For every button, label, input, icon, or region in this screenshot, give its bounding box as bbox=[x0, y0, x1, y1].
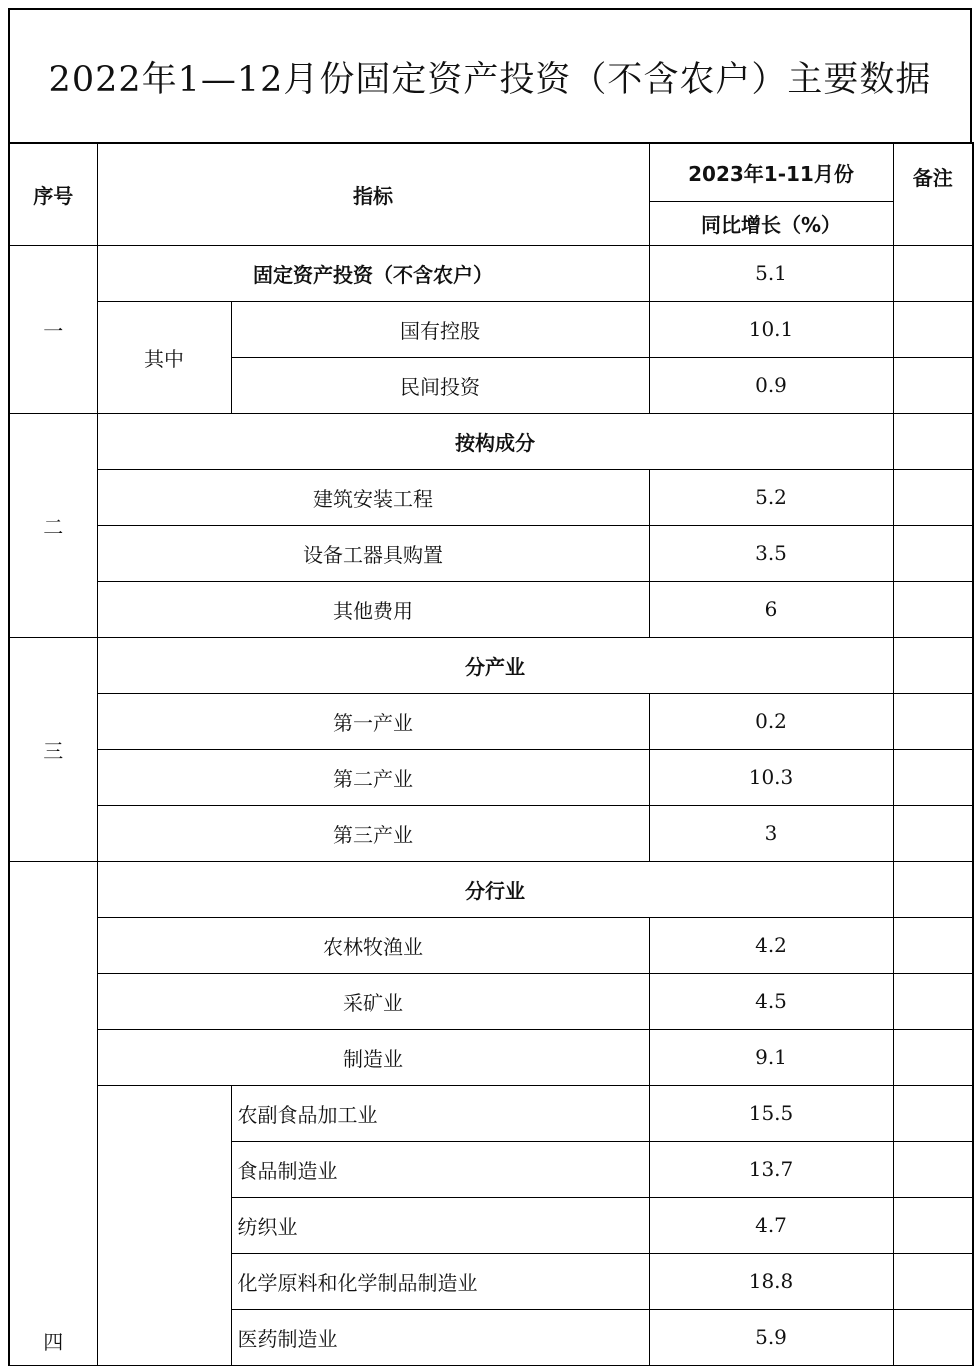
row-value: 5.9 bbox=[649, 1309, 893, 1365]
section-heading: 固定资产投资（不含农户） bbox=[97, 245, 649, 301]
note-cell bbox=[893, 861, 973, 917]
note-cell bbox=[893, 805, 973, 861]
header-period: 2023年1-11月份 bbox=[649, 143, 893, 201]
table-row bbox=[9, 469, 973, 525]
row-label: 第二产业 bbox=[97, 749, 649, 805]
table-row bbox=[9, 413, 973, 469]
section-heading: 分产业 bbox=[97, 637, 893, 693]
row-value: 10.1 bbox=[649, 301, 893, 357]
row-value: 15.5 bbox=[649, 1085, 893, 1141]
header-seq: 序号 bbox=[9, 143, 97, 245]
table-row bbox=[9, 1029, 973, 1085]
note-cell bbox=[893, 693, 973, 749]
row-label: 农林牧渔业 bbox=[97, 917, 649, 973]
note-cell bbox=[893, 301, 973, 357]
row-label: 民间投资 bbox=[231, 357, 649, 413]
row-value: 5.1 bbox=[649, 245, 893, 301]
row-label: 化学原料和化学制品制造业 bbox=[231, 1253, 649, 1309]
note-cell bbox=[893, 917, 973, 973]
row-value: 13.7 bbox=[649, 1141, 893, 1197]
row-value: 6 bbox=[649, 581, 893, 637]
note-cell bbox=[893, 1309, 973, 1365]
table-row bbox=[9, 637, 973, 693]
header-metric: 同比增长（%） bbox=[649, 201, 893, 245]
table-row bbox=[9, 805, 973, 861]
table-row bbox=[9, 301, 973, 357]
row-value: 4.2 bbox=[649, 917, 893, 973]
row-label: 其他费用 bbox=[97, 581, 649, 637]
table-row bbox=[9, 1085, 973, 1141]
row-label: 纺织业 bbox=[231, 1197, 649, 1253]
row-label: 采矿业 bbox=[97, 973, 649, 1029]
note-cell bbox=[893, 525, 973, 581]
section-seq: 四 bbox=[9, 861, 97, 1365]
header-note: 备注 bbox=[893, 143, 973, 245]
note-cell bbox=[893, 1141, 973, 1197]
row-label: 制造业 bbox=[97, 1029, 649, 1085]
group-label: 其中 bbox=[97, 301, 231, 413]
section-seq: 二 bbox=[9, 413, 97, 637]
note-cell bbox=[893, 1085, 973, 1141]
table-row bbox=[9, 749, 973, 805]
row-value: 9.1 bbox=[649, 1029, 893, 1085]
row-value: 3.5 bbox=[649, 525, 893, 581]
table-row bbox=[9, 245, 973, 301]
note-cell bbox=[893, 357, 973, 413]
note-cell bbox=[893, 469, 973, 525]
row-label: 第三产业 bbox=[97, 805, 649, 861]
row-value: 4.7 bbox=[649, 1197, 893, 1253]
row-label: 建筑安装工程 bbox=[97, 469, 649, 525]
row-value: 0.2 bbox=[649, 693, 893, 749]
row-value: 3 bbox=[649, 805, 893, 861]
table-row bbox=[9, 693, 973, 749]
note-cell bbox=[893, 245, 973, 301]
note-cell bbox=[893, 581, 973, 637]
row-label: 食品制造业 bbox=[231, 1141, 649, 1197]
data-table bbox=[8, 142, 974, 1366]
table-row bbox=[9, 581, 973, 637]
row-value: 10.3 bbox=[649, 749, 893, 805]
row-value: 4.5 bbox=[649, 973, 893, 1029]
note-cell bbox=[893, 1253, 973, 1309]
section-seq: 三 bbox=[9, 637, 97, 861]
row-value: 0.9 bbox=[649, 357, 893, 413]
note-cell bbox=[893, 1029, 973, 1085]
row-value: 18.8 bbox=[649, 1253, 893, 1309]
note-cell bbox=[893, 973, 973, 1029]
table-row bbox=[9, 917, 973, 973]
note-cell bbox=[893, 637, 973, 693]
row-value: 5.2 bbox=[649, 469, 893, 525]
row-label: 国有控股 bbox=[231, 301, 649, 357]
table-row bbox=[9, 973, 973, 1029]
row-label: 医药制造业 bbox=[231, 1309, 649, 1365]
row-label: 第一产业 bbox=[97, 693, 649, 749]
note-cell bbox=[893, 749, 973, 805]
row-label: 农副食品加工业 bbox=[231, 1085, 649, 1141]
table-row bbox=[9, 525, 973, 581]
section-heading: 分行业 bbox=[97, 861, 893, 917]
document-title: 2022年1—12月份固定资产投资（不含农户）主要数据 bbox=[8, 8, 972, 143]
table-row bbox=[9, 861, 973, 917]
sub-group-cell bbox=[97, 1085, 231, 1365]
note-cell bbox=[893, 413, 973, 469]
header-indicator: 指标 bbox=[97, 143, 649, 245]
note-cell bbox=[893, 1197, 973, 1253]
row-label: 设备工器具购置 bbox=[97, 525, 649, 581]
section-seq: 一 bbox=[9, 245, 97, 413]
section-heading: 按构成分 bbox=[97, 413, 893, 469]
header-row bbox=[9, 143, 973, 201]
